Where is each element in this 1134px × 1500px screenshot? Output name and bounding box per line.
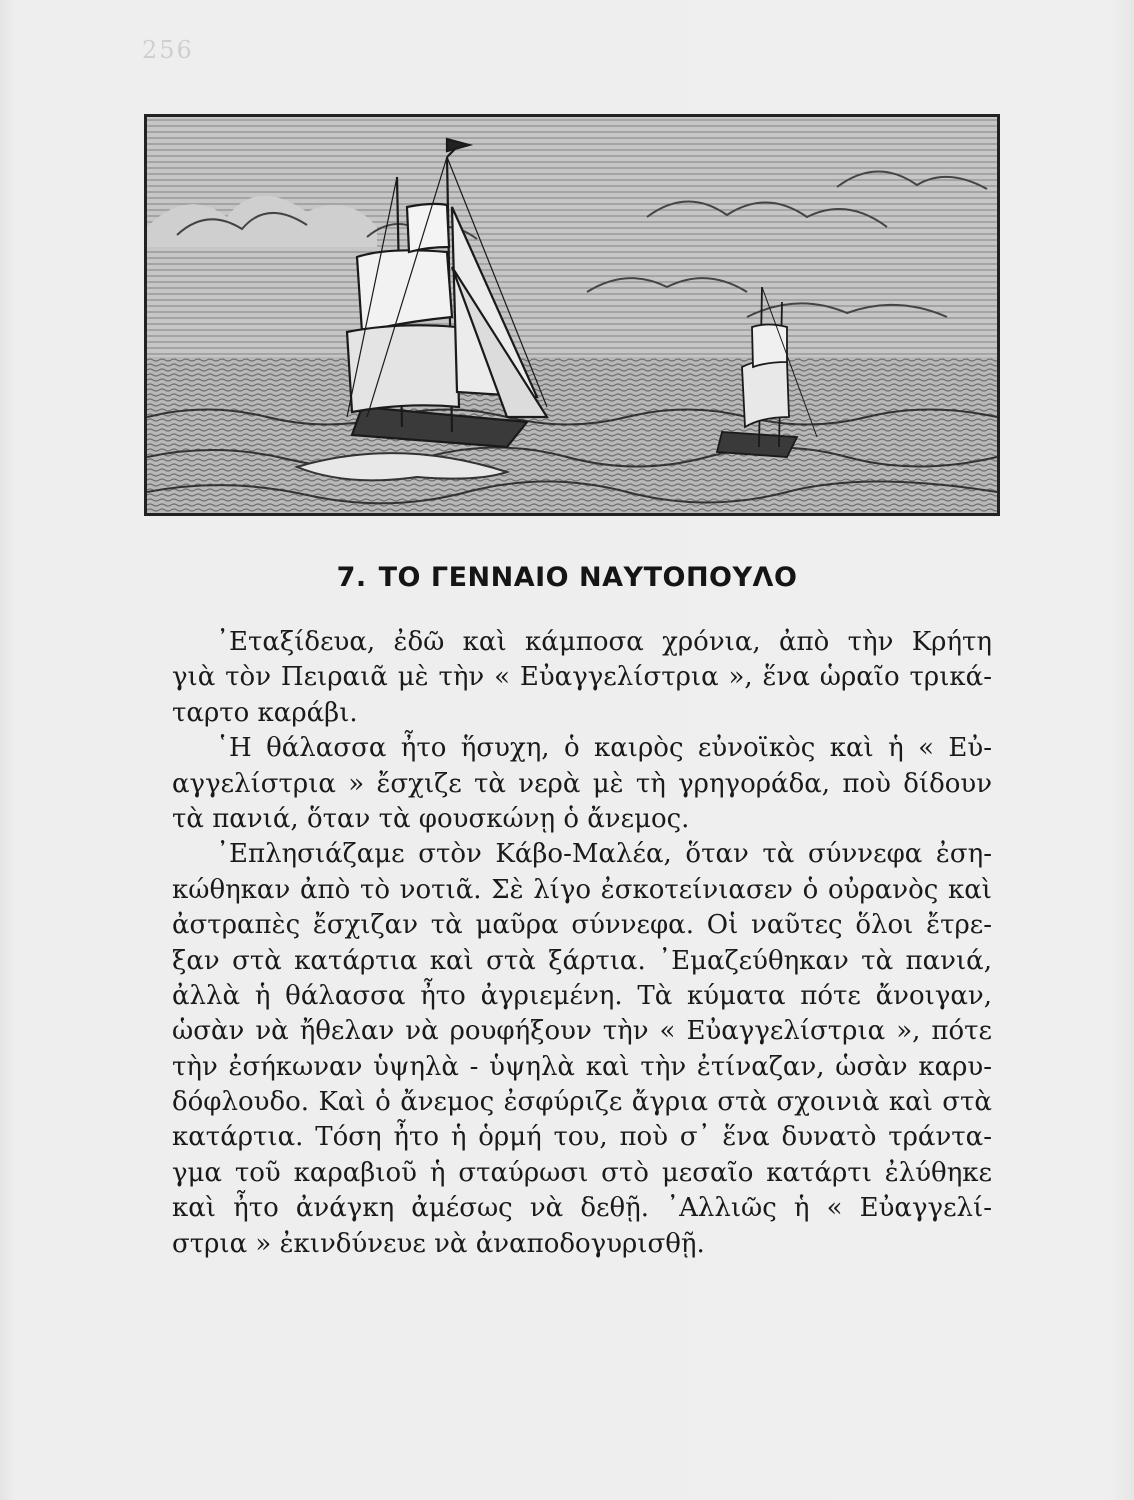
- text-line: ἀστραπὲς ἔσχιζαν τὰ μαῦρα σύννεφα. Οἱ ναῦτες ὅλοι ἔτρε-: [172, 910, 992, 941]
- text-line: δόφλουδο. Καὶ ὁ ἄνεμος ἐσφύριζε ἄγρια στὰ σχοινιὰ καὶ στὰ: [172, 1087, 992, 1118]
- text-line: τὴν ἐσήκωναν ὑψηλὰ - ὑψηλὰ καὶ τὴν ἐτίναζαν, ὡσὰν καρυ-: [172, 1051, 992, 1082]
- page-number: 256: [142, 36, 194, 64]
- text-line: κατάρτια. Τόση ἦτο ἡ ὁρμή του, ποὺ σ᾿ ἕνα δυνατὸ τράντα-: [172, 1122, 992, 1153]
- text-line: στρια » ἐκινδύνευε νὰ ἀναποδογυρισθῇ.: [172, 1228, 705, 1259]
- text-line: καὶ ἦτο ἀνάγκη ἀμέσως νὰ δεθῇ. ᾿Αλλιῶς ἡ « Εὐαγγελί-: [172, 1193, 992, 1224]
- chapter-title-text: ΤΟ ΓΕΝΝΑΙΟ ΝΑΥΤΟΠΟΥΛΟ: [378, 562, 798, 593]
- text-line: ᾿Εταξίδευα, ἐδῶ καὶ κάμποσα χρόνια, ἀπὸ τὴν Κρήτη: [216, 627, 992, 657]
- text-line: ξαν στὰ κατάρτια καὶ στὰ ξάρτια. ᾿Εμαζεύθηκαν τὰ πανιά,: [172, 945, 992, 976]
- text-line: κώθηκαν ἀπὸ τὸ νοτιᾶ. Σὲ λίγο ἐσκοτείνιασεν ὁ οὐρανὸς καὶ: [172, 874, 992, 905]
- text-line: ταρτο καράβι.: [172, 697, 358, 728]
- text-line: γιὰ τὸν Πειραιᾶ μὲ τὴν « Εὐαγγελίστρια », ἕνα ὡραῖο τρικά-: [172, 662, 992, 693]
- text-line: γμα τοῦ καραβιοῦ ἡ σταύρωσι στὸ μεσαῖο κατάρτι ἐλύθηκε: [172, 1157, 992, 1188]
- ship-illustration: [144, 114, 1000, 516]
- text-line: ὡσὰν νὰ ἤθελαν νὰ ρουφήξουν τὴν « Εὐαγγελίστρια », πότε: [172, 1016, 992, 1047]
- text-line: τὰ πανιά, ὅταν τὰ φουσκώνῃ ὁ ἄνεμος.: [172, 803, 690, 834]
- chapter-title: [0, 562, 1134, 593]
- text-line: αγγελίστρια » ἔσχιζε τὰ νερὰ μὲ τὴ γρηγοράδα, ποὺ δίδουν: [172, 768, 992, 799]
- text-line: ᾿Επλησιάζαμε στὸν Κάβο-Μαλέα, ὅταν τὰ σύννεφα ἐση-: [216, 839, 992, 870]
- text-line: ῾Η θάλασσα ἦτο ἥσυχη, ὁ καιρὸς εὐνοϊκὸς καὶ ἡ « Εὐ-: [216, 733, 992, 764]
- text-line: ἀλλὰ ἡ θάλασσα ἦτο ἀγριεμένη. Τὰ κύματα πότε ἄνοιγαν,: [172, 980, 992, 1011]
- body-text: [172, 625, 992, 1262]
- chapter-number: 7.: [336, 562, 367, 593]
